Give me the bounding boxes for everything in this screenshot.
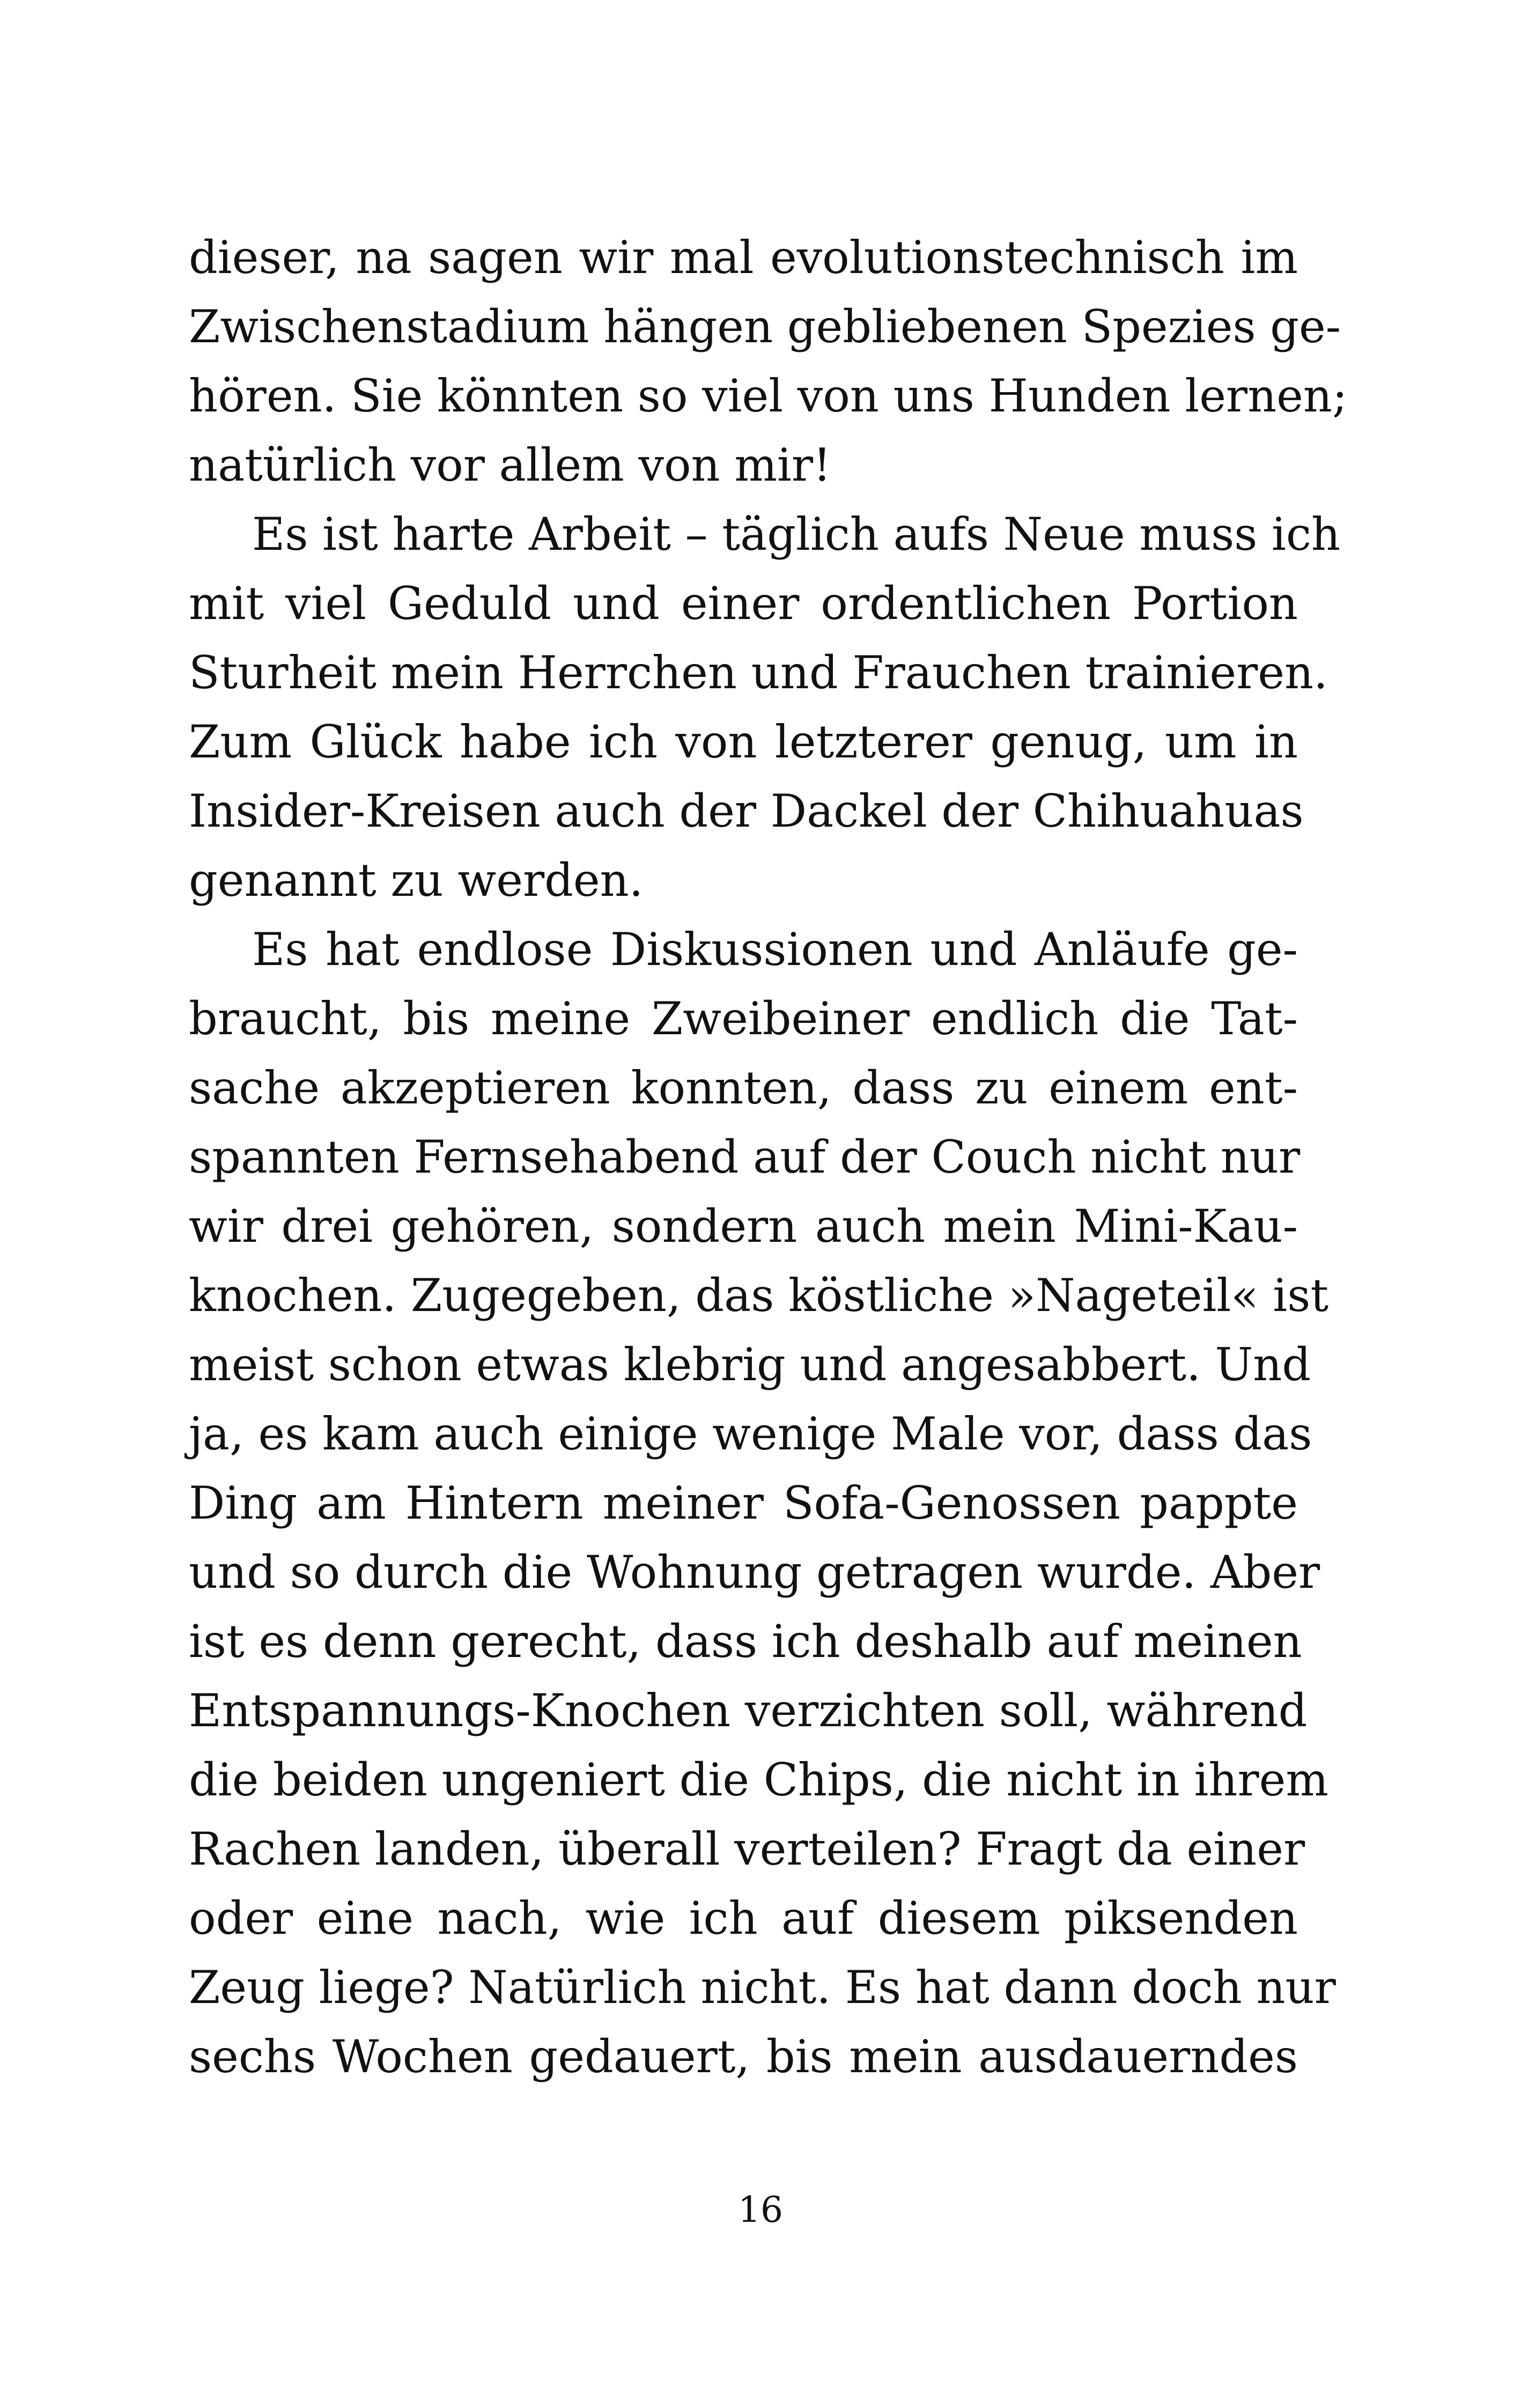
text-line: Es ist harte Arbeit – täglich aufs Neue muss ich xyxy=(252,508,1341,561)
text-line: Ding am Hintern meiner Sofa-Genossen pappte xyxy=(189,1477,1298,1529)
text-line: knochen. Zugegeben, das köstliche »Nageteil« ist xyxy=(189,1269,1329,1322)
text-line: ist es denn gerecht, dass ich deshalb auf meinen xyxy=(189,1615,1302,1668)
text-line: Sturheit mein Herrchen und Frauchen trainieren. xyxy=(189,646,1328,699)
text-line: braucht, bis meine Zweibeiner endlich die Tat- xyxy=(189,992,1298,1045)
text-line: hören. Sie könnten so viel von uns Hunden lernen; xyxy=(189,370,1348,422)
text-line: Zum Glück habe ich von letzterer genug, um in xyxy=(189,716,1298,768)
text-line: Es hat endlose Diskussionen und Anläufe ge- xyxy=(252,923,1298,976)
text-line: Insider-Kreisen auch der Dackel der Chihuahuas xyxy=(189,785,1304,837)
text-line: mit viel Geduld und einer ordentlichen Portion xyxy=(189,577,1298,630)
text-line: genannt zu werden. xyxy=(189,854,644,907)
text-line: Zeug liege? Natürlich nicht. Es hat dann doch nur xyxy=(189,1961,1336,2014)
text-line: spannten Fernsehabend auf der Couch nicht nur xyxy=(189,1131,1301,1183)
text-line: die beiden ungeniert die Chips, die nicht in ihrem xyxy=(189,1754,1328,1806)
text-line: wir drei gehören, sondern auch mein Mini-Kau- xyxy=(189,1200,1298,1253)
text-line: meist schon etwas klebrig und angesabbert. Und xyxy=(189,1338,1311,1391)
text-line: Rachen landen, überall verteilen? Fragt da einer xyxy=(189,1823,1305,1875)
text-line: natürlich vor allem von mir! xyxy=(189,439,831,491)
text-line: dieser, na sagen wir mal evolutionstechnisch im xyxy=(189,231,1298,284)
text-line: oder eine nach, wie ich auf diesem piksenden xyxy=(189,1892,1298,1945)
text-line: Zwischenstadium hängen gebliebenen Spezies ge- xyxy=(189,300,1341,353)
text-line: sechs Wochen gedauert, bis mein ausdauerndes xyxy=(189,2030,1298,2083)
text-line: sache akzeptieren konnten, dass zu einem ent- xyxy=(189,1062,1298,1114)
body-text xyxy=(189,223,1348,2092)
page-number: 16 xyxy=(738,2189,783,2230)
text-line: und so durch die Wohnung getragen wurde. Aber xyxy=(189,1546,1320,1599)
text-line: Entspannungs-Knochen verzichten soll, während xyxy=(189,1684,1308,1737)
text-line: ja, es kam auch einige wenige Male vor, dass das xyxy=(189,1408,1312,1460)
